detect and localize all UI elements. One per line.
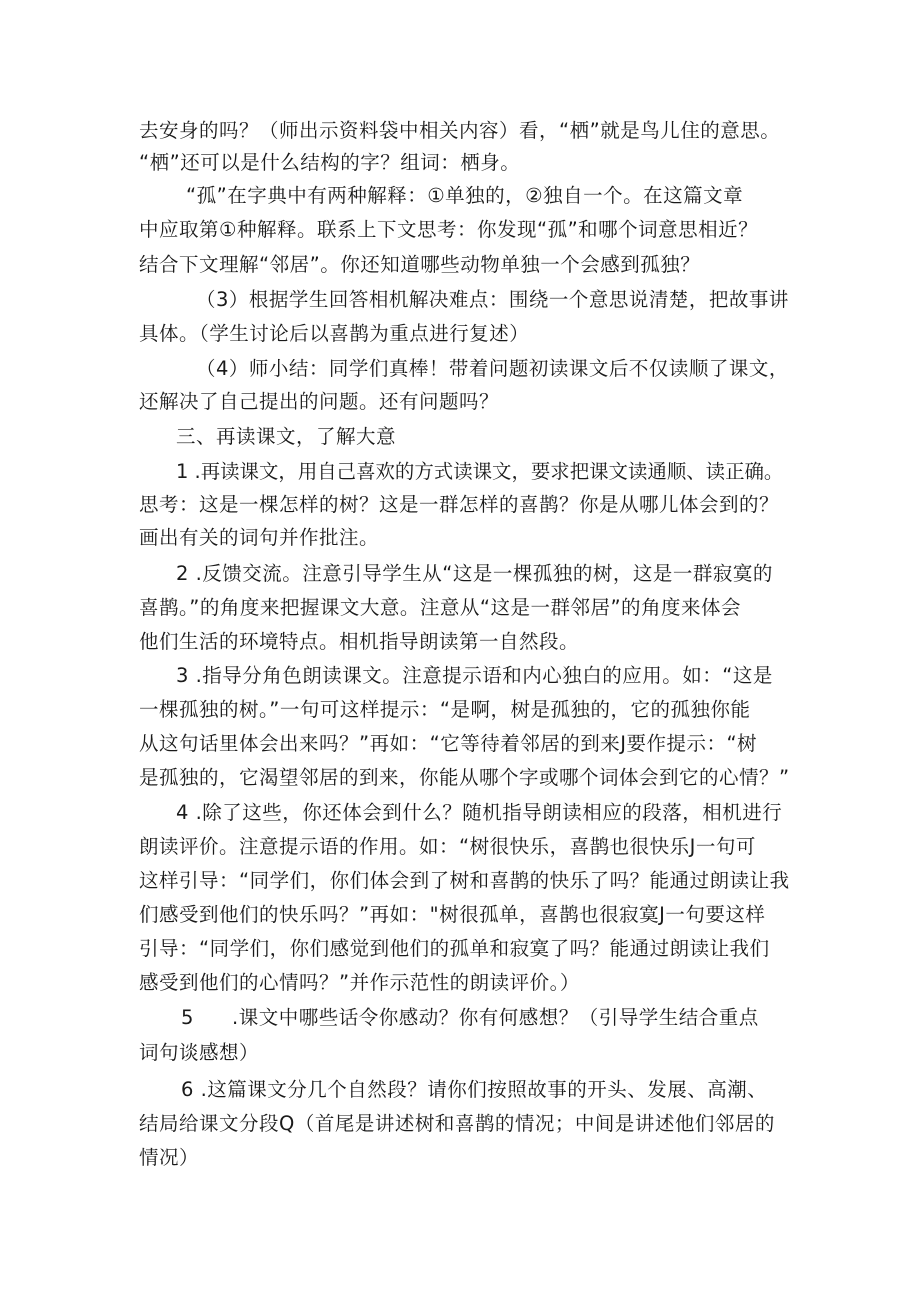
text-line: 们感受到他们的快乐吗？”再如："树很孤单，喜鹊也很寂寞J一句要这样 — [139, 903, 766, 926]
section-heading: 三、再读课文，了解大意 — [176, 425, 397, 448]
text-line: 从这句话里体会出来吗？”再如：“它等待着邻居的到来J要作提示：“树 — [139, 732, 758, 755]
text-line: 词句谈感想） — [139, 1041, 260, 1064]
text-line: （4）师小结：同学们真棒！带着问题初读课文后不仅读顺了课文， — [196, 357, 789, 380]
text-line: 结合下文理解“邻居”。你还知道哪些动物单独一个会感到孤独？ — [139, 253, 701, 276]
text-line: 2 .反馈交流。注意引导学生从“这是一棵孤独的树，这是一群寂寞的 — [176, 562, 773, 585]
text-line: 感受到他们的心情吗？”并作示范性的朗读评价。） — [139, 971, 580, 994]
text-line: 结局给课文分段Q（首尾是讲述树和喜鹊的情况；中间是讲述他们邻居的 — [139, 1112, 775, 1135]
item-number: 5 — [181, 1006, 194, 1029]
text-line: .课文中哪些话令你感动？你有何感想？（引导学生结合重点 — [232, 1006, 759, 1029]
text-line: 去安身的吗？（师出示资料袋中相关内容）看，“栖”就是鸟儿住的意思。 — [139, 119, 781, 142]
text-line: 这样引导：“同学们，你们体会到了树和喜鹊的快乐了吗？能通过朗读让我 — [139, 869, 790, 892]
text-line: 朗读评价。注意提示语的作用。如：“树很快乐，喜鹊也很快乐J一句可 — [139, 835, 756, 858]
text-line: 一棵孤独的树。”一句可这样提示：“是啊，树是孤独的，它的孤独你能 — [139, 698, 751, 721]
text-line: 还解决了自己提出的问题。还有问题吗？ — [139, 390, 500, 413]
text-line: （3）根据学生回答相机解决难点：围绕一个意思说清楚，把故事讲 — [196, 288, 789, 311]
text-line: 情况） — [139, 1146, 200, 1169]
text-line: 引导：“同学们，你们感觉到他们的孤单和寂寞了吗？能通过朗读让我们 — [139, 937, 770, 960]
text-line: 他们生活的环境特点。相机指导朗读第一自然段。 — [139, 630, 580, 653]
text-line: 画出有关的词句并作批注。 — [139, 526, 380, 549]
text-line: 6 .这篇课文分几个自然段？请你们按照故事的开头、发展、高潮、 — [181, 1078, 768, 1101]
text-line: 喜鹊。”的角度来把握课文大意。注意从“这是一群邻居”的角度来体会 — [139, 596, 742, 619]
text-line: 具体。（学生讨论后以喜鹊为重点进行复述） — [139, 322, 530, 345]
text-line: 思考：这是一棵怎样的树？这是一群怎样的喜鹊？你是从哪儿体会到的？ — [139, 493, 780, 516]
text-line: 中应取第①种解释。联系上下文思考：你发现“孤”和哪个词意思相近？ — [139, 218, 759, 241]
text-line: 4 .除了这些，你还体会到什么？随机指导朗读相应的段落，相机进行 — [176, 801, 783, 824]
text-line: “栖”还可以是什么结构的字？组词：栖身。 — [139, 151, 521, 174]
text-line: 1 .再读课文，用自己喜欢的方式读课文，要求把课文读通顺、读正确。 — [176, 460, 784, 483]
text-line: “孤”在字典中有两种解释：①单独的，②独自一个。在这篇文章 — [186, 184, 744, 207]
text-line: 3 .指导分角色朗读课文。注意提示语和内心独白的应用。如：“这是 — [176, 664, 773, 687]
text-line: 是孤独的，它渴望邻居的到来，你能从哪个字或哪个词体会到它的心情？” — [139, 766, 790, 789]
